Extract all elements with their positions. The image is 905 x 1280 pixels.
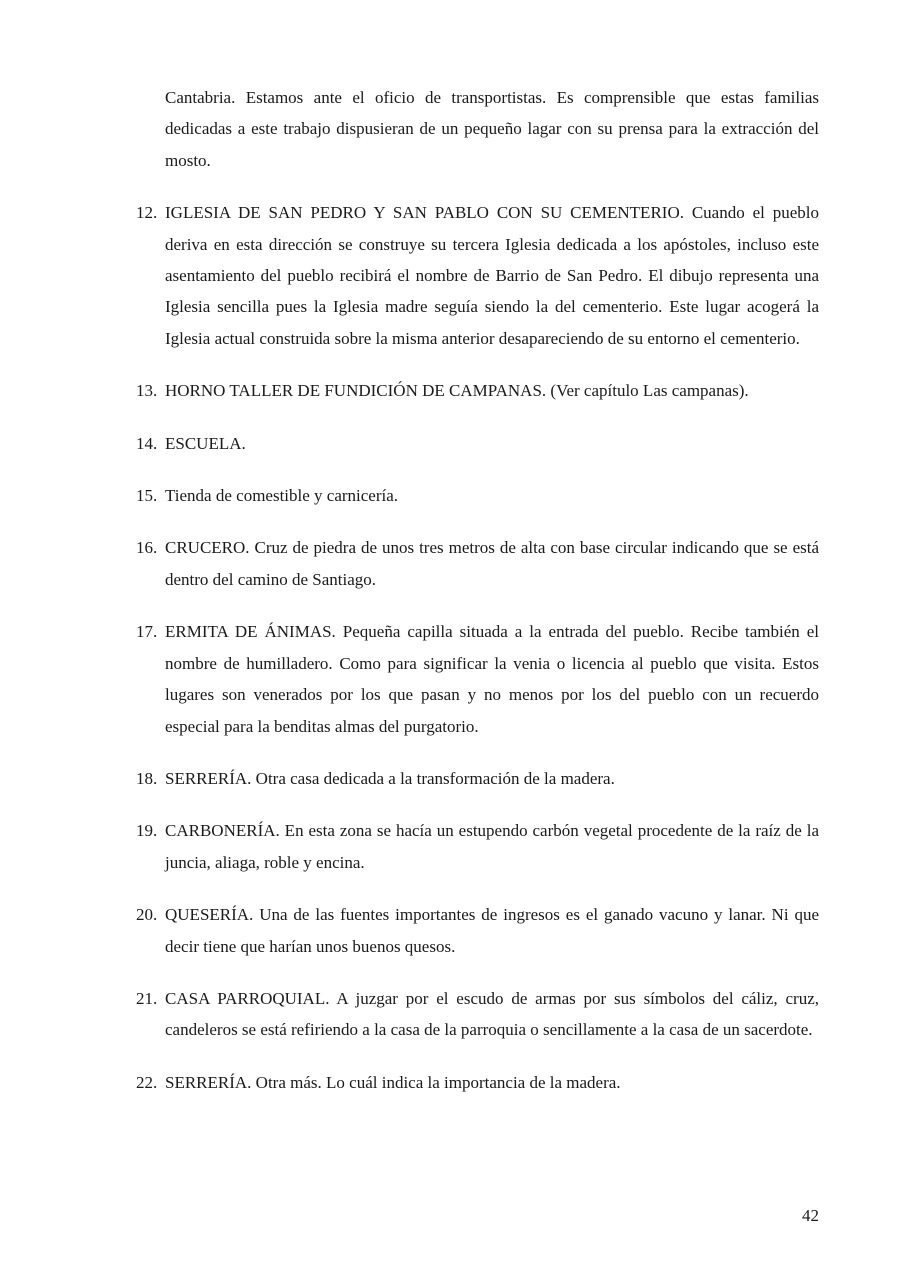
- item-number: 22.: [136, 1072, 158, 1092]
- item-number: 15.: [136, 486, 158, 506]
- continuation-paragraph: [136, 82, 819, 176]
- page-number: 42: [802, 1206, 819, 1225]
- list-item: [136, 532, 819, 595]
- list-item: [136, 480, 819, 511]
- item-text: CASA PARROQUIAL. A juzgar por el escudo de armas por sus símbolos del cáliz, cruz, candeleros se está refiriendo a la casa de la parroquia o sencillamente a la casa de un sacerdote.: [165, 988, 819, 1040]
- item-number: 18.: [136, 768, 158, 788]
- list-item: [136, 1067, 819, 1098]
- list-item: [136, 375, 819, 406]
- item-text: ESCUELA.: [165, 433, 246, 453]
- item-number: 20.: [136, 905, 158, 925]
- page-body: [136, 82, 819, 1119]
- item-text: SERRERÍA. Otra más. Lo cuál indica la importancia de la madera.: [165, 1072, 621, 1092]
- list-item: [136, 763, 819, 794]
- item-text: CRUCERO. Cruz de piedra de unos tres metros de alta con base circular indicando que se está dentro del camino de Santiago.: [165, 538, 819, 589]
- list-item: [136, 815, 819, 878]
- item-number: 16.: [136, 538, 158, 558]
- list-item: [136, 197, 819, 354]
- item-number: 14.: [136, 433, 158, 453]
- continuation-text: Cantabria. Estamos ante el oficio de transportistas. Es comprensible que estas familias dedicadas a este trabajo dispusieran de un pequeño lagar con su prensa para la extracción del mosto.: [165, 88, 819, 170]
- item-number: 12.: [136, 203, 158, 223]
- item-number: 13.: [136, 381, 158, 401]
- item-text: QUESERÍA. Una de las fuentes importantes de ingresos es el ganado vacuno y lanar. Ni que decir tiene que harían unos buenos quesos.: [165, 905, 819, 956]
- item-number: 17.: [136, 622, 158, 642]
- item-text: HORNO TALLER DE FUNDICIÓN DE CAMPANAS. (Ver capítulo Las campanas).: [165, 381, 749, 401]
- item-text: Tienda de comestible y carnicería.: [165, 486, 399, 506]
- list-item: [136, 428, 819, 459]
- list-item: [136, 983, 819, 1046]
- list-item: [136, 616, 819, 742]
- item-text: ERMITA DE ÁNIMAS. Pequeña capilla situada a la entrada del pueblo. Recibe también el nombre de humilladero. Como para significar la venia o licencia al pueblo que visita. Estos lugares son venerados por los que pasan y no menos por los del pueblo con un recuerdo especial para la benditas almas del purgatorio.: [165, 622, 819, 736]
- item-text: SERRERÍA. Otra casa dedicada a la transformación de la madera.: [165, 768, 615, 788]
- list-item: [136, 899, 819, 962]
- item-text: IGLESIA DE SAN PEDRO Y SAN PABLO CON SU CEMENTERIO. Cuando el pueblo deriva en esta dirección se construye su tercera Iglesia dedicada a los apóstoles, incluso este asentamiento del pueblo recibirá el nombre de Barrio de San Pedro. El dibujo representa una Iglesia sencilla pues la Iglesia madre seguía siendo la del cementerio. Este lugar acogerá la Iglesia actual construida sobre la misma anterior desapareciendo de su entorno el cementerio.: [165, 203, 819, 348]
- item-number: 21.: [136, 988, 158, 1008]
- item-number: 19.: [136, 821, 158, 841]
- item-text: CARBONERÍA. En esta zona se hacía un estupendo carbón vegetal procedente de la raíz de la juncia, aliaga, roble y encina.: [165, 821, 819, 872]
